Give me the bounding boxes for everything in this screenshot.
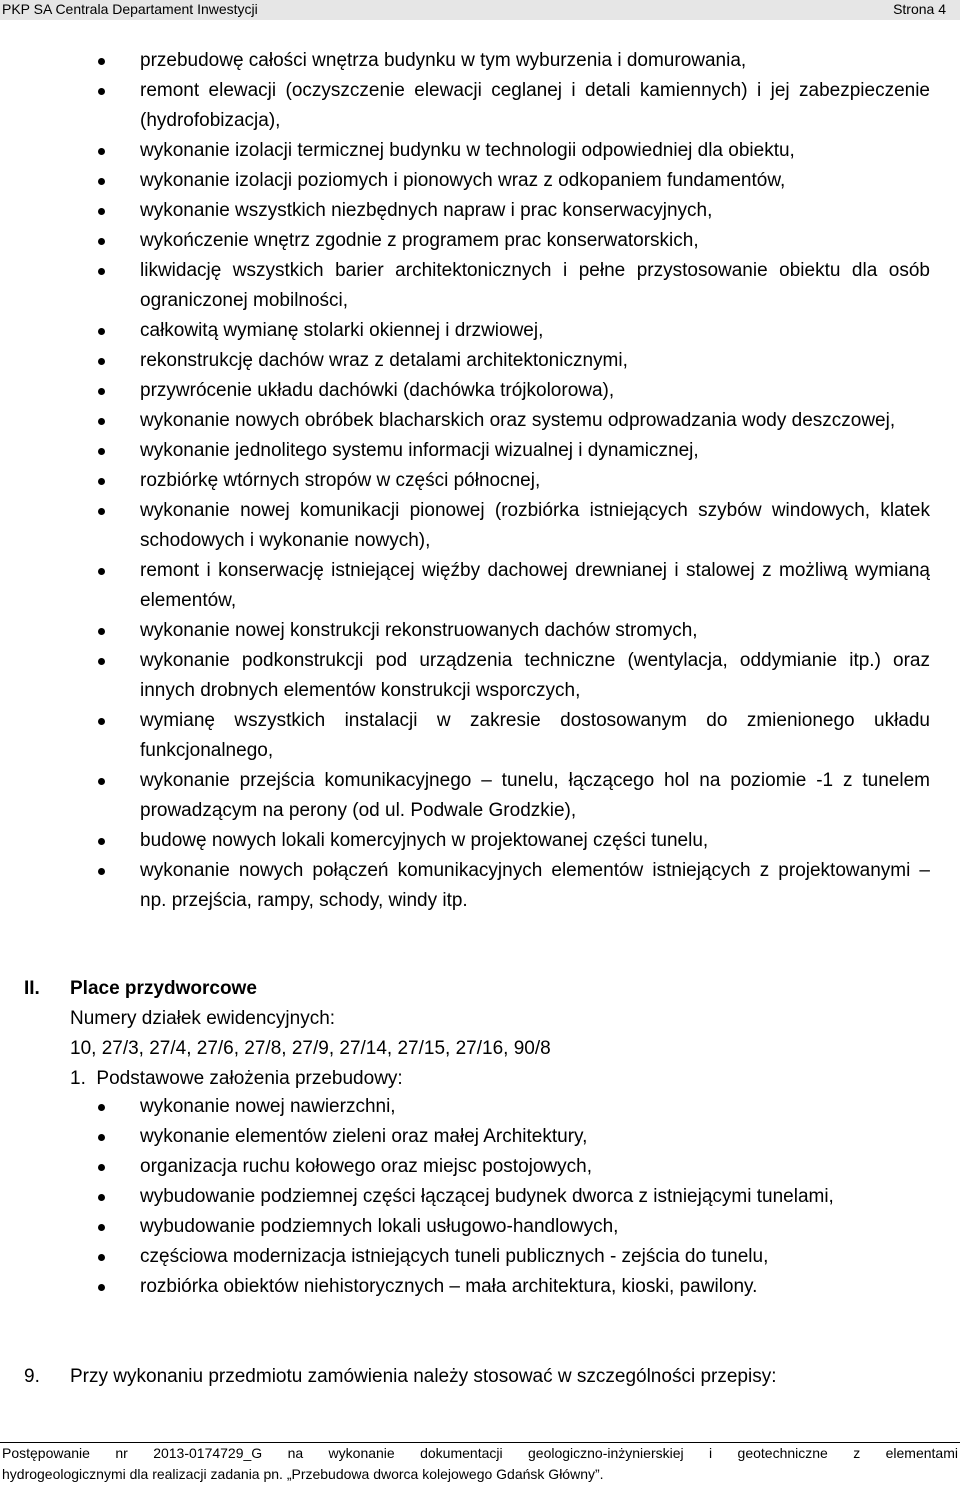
list-item: remont elewacji (oczyszczenie elewacji ceglanej i detali kamiennych) i jej zabezpieczenie (hydrofobizacja),: [140, 76, 930, 136]
list-item: wybudowanie podziemnej części łączącej budynek dworca z istniejącymi tunelami,: [140, 1182, 930, 1212]
bullet-icon: [98, 1224, 105, 1231]
list-item: wykonanie wszystkich niezbędnych napraw i prac konserwacyjnych,: [140, 196, 930, 226]
section-title: Place przydworcowe: [70, 978, 257, 999]
bullet-icon: [98, 478, 105, 485]
footer-line-2: hydrogeologicznymi dla realizacji zadania pn. „Przebudowa dworca kolejowego Gdańsk Główny”.: [2, 1466, 604, 1482]
point-number: 9.: [24, 1366, 40, 1387]
bullet-icon: [98, 88, 105, 95]
bullet-icon: [98, 358, 105, 365]
list-item: wykonanie elementów zieleni oraz małej Architektury,: [140, 1122, 930, 1152]
list-item: wykonanie nowych połączeń komunikacyjnych elementów istniejących z projektowanymi – np. przejścia, rampy, schody, windy itp.: [140, 856, 930, 916]
point-text: Przy wykonaniu przedmiotu zamówienia należy stosować w szczególności przepisy:: [70, 1366, 777, 1387]
bullet-icon: [98, 838, 105, 845]
list-item: rozbiórkę wtórnych stropów w części północnej,: [140, 466, 930, 496]
page-footer: [0, 1442, 960, 1485]
list-item: przebudowę całości wnętrza budynku w tym wyburzenia i domurowania,: [140, 46, 930, 76]
list-item: wykończenie wnętrz zgodnie z programem prac konserwatorskich,: [140, 226, 930, 256]
bullet-icon: [98, 778, 105, 785]
renovation-scope-list: [140, 46, 930, 916]
list-item: organizacja ruchu kołowego oraz miejsc postojowych,: [140, 1152, 930, 1182]
list-item: remont i konserwację istniejącej więźby dachowej drewnianej i stalowej z możliwą wymianą elementów,: [140, 556, 930, 616]
bullet-icon: [98, 448, 105, 455]
bullet-icon: [98, 1134, 105, 1141]
list-item: wykonanie przejścia komunikacyjnego – tunelu, łączącego hol na poziomie -1 z tunelem prowadzącym na perony (od ul. Podwale Grodzkie),: [140, 766, 930, 826]
list-item: wykonanie izolacji termicznej budynku w technologii odpowiedniej dla obiektu,: [140, 136, 930, 166]
subpoint-heading: 1. Podstawowe założenia przebudowy:: [70, 1068, 403, 1089]
list-item: rekonstrukcję dachów wraz z detalami architektonicznymi,: [140, 346, 930, 376]
bullet-icon: [98, 1284, 105, 1291]
bullet-icon: [98, 148, 105, 155]
list-item: likwidację wszystkich barier architektonicznych i pełne przystosowanie obiektu dla osób ograniczonej mobilności,: [140, 256, 930, 316]
bullet-icon: [98, 568, 105, 575]
bullet-icon: [98, 418, 105, 425]
list-item: rozbiórka obiektów niehistorycznych – mała architektura, kioski, pawilony.: [140, 1272, 930, 1302]
bullet-icon: [98, 1164, 105, 1171]
bullet-icon: [98, 208, 105, 215]
page-header: [0, 0, 960, 20]
bullet-icon: [98, 628, 105, 635]
bullet-icon: [98, 178, 105, 185]
list-item: przywrócenie układu dachówki (dachówka trójkolorowa),: [140, 376, 930, 406]
list-item: wykonanie izolacji poziomych i pionowych wraz z odkopaniem fundamentów,: [140, 166, 930, 196]
bullet-icon: [98, 58, 105, 65]
list-item: wykonanie nowej konstrukcji rekonstruowanych dachów stromych,: [140, 616, 930, 646]
bullet-icon: [98, 1194, 105, 1201]
parcels-value: 10, 27/3, 27/4, 27/6, 27/8, 27/9, 27/14, 27/15, 27/16, 90/8: [70, 1038, 551, 1059]
list-item: wykonanie jednolitego systemu informacji wizualnej i dynamicznej,: [140, 436, 930, 466]
square-works-list: [140, 1092, 930, 1302]
bullet-icon: [98, 508, 105, 515]
bullet-icon: [98, 328, 105, 335]
list-item: wykonanie podkonstrukcji pod urządzenia techniczne (wentylacja, oddymianie itp.) oraz innych drobnych elementów konstrukcji wsporczych,: [140, 646, 930, 706]
section-number: II.: [24, 978, 40, 999]
bullet-icon: [98, 868, 105, 875]
list-item: budowę nowych lokali komercyjnych w projektowanej części tunelu,: [140, 826, 930, 856]
bullet-icon: [98, 1254, 105, 1261]
header-page-number: Strona 4: [893, 1, 946, 17]
header-organization: PKP SA Centrala Departament Inwestycji: [2, 1, 258, 17]
list-item: wymianę wszystkich instalacji w zakresie dostosowanym do zmienionego układu funkcjonalnego,: [140, 706, 930, 766]
list-item: całkowitą wymianę stolarki okiennej i drzwiowej,: [140, 316, 930, 346]
bullet-icon: [98, 388, 105, 395]
list-item: wykonanie nowych obróbek blacharskich oraz systemu odprowadzania wody deszczowej,: [140, 406, 930, 436]
parcels-label: Numery działek ewidencyjnych:: [70, 1008, 336, 1029]
bullet-icon: [98, 658, 105, 665]
bullet-icon: [98, 718, 105, 725]
list-item: wykonanie nowej nawierzchni,: [140, 1092, 930, 1122]
list-item: wykonanie nowej komunikacji pionowej (rozbiórka istniejących szybów windowych, klatek schodowych i wykonanie nowych),: [140, 496, 930, 556]
bullet-icon: [98, 238, 105, 245]
bullet-icon: [98, 1104, 105, 1111]
list-item: wybudowanie podziemnych lokali usługowo-handlowych,: [140, 1212, 930, 1242]
bullet-icon: [98, 268, 105, 275]
list-item: częściowa modernizacja istniejących tuneli publicznych - zejścia do tunelu,: [140, 1242, 930, 1272]
footer-line-1: Postępowanie nr 2013-0174729_G na wykonanie dokumentacji geologiczno-inżynierskiej i geotechniczne z elementami: [2, 1445, 958, 1461]
